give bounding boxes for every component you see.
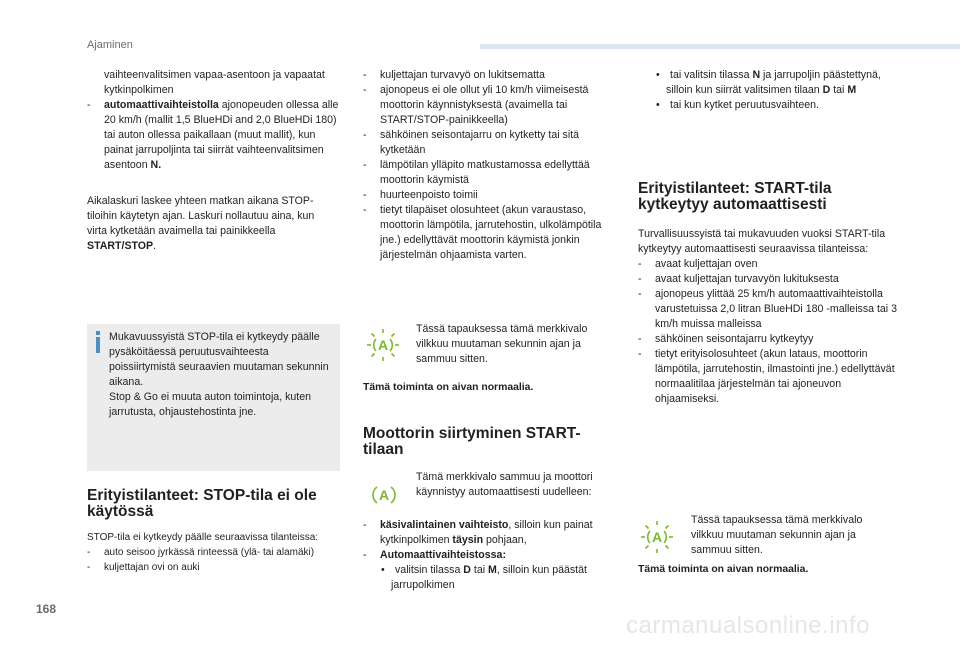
auto-stop-blink-icon bbox=[366, 328, 400, 362]
info-text-1: Mukavuussyistä STOP-tila ei kytkeydy päälle pysäköitäessä peruutusvaihteesta poissiirtymistä seuraavien muutaman sekunnin aikana. bbox=[109, 331, 329, 388]
column-1 bbox=[87, 68, 341, 173]
list-item: - tietyt tilapäiset olosuhteet (akun varaustaso, moottorin lämpötila, jarrutehostin, ulkolämpötila jne.) edellyttävät moottorin käymistä jonkin järjestelmän ohjaamista varten. bbox=[363, 204, 602, 261]
info-icon bbox=[94, 331, 102, 353]
list-item: - sähköinen seisontajarru on kytketty tai sitä kytketään bbox=[363, 129, 580, 156]
list-item-automatic: - automaattivaihteistolla ajonopeuden ollessa alle 20 km/h (mallit 1,5 BlueHDi and 2,0 BlueHDi 180) tai auton ollessa paikallaan (muut mallit), kun painat jarrupoljinta tai siirrät vaihteenvalitsimen asentoon N. bbox=[87, 99, 339, 171]
start-conditions bbox=[363, 518, 625, 593]
list-item: - auto seisoo jyrkässä rinteessä (ylä- tai alamäki) bbox=[87, 547, 315, 558]
list-item: - kuljettajan ovi on auki bbox=[87, 562, 200, 573]
svg-text:A: A bbox=[651, 529, 663, 545]
intro: Turvallisuussyistä tai mukavuuden vuoksi START-tila kytkeytyy automaattisesti seuraavissa tilanteissa: bbox=[638, 228, 886, 255]
list-item: - avaat kuljettajan turvavyön lukituksesta bbox=[638, 273, 839, 285]
info-text-2: Stop & Go ei muuta auton toimintoja, kuten jarrutusta, ohjaustehostinta jne. bbox=[109, 391, 311, 418]
list-item: - tietyt erityisolosuhteet (akun lataus, moottorin lämpötila, jarrutehostin, ilmastointi jne.) edellyttävät normaalitilaa järjestelmän tai ajoneuvon ohjaamiseksi. bbox=[638, 348, 895, 405]
svg-text:A: A bbox=[378, 487, 390, 503]
list-item: - kuljettajan turvavyö on lukitsematta bbox=[363, 69, 545, 81]
auto-start-blink-icon bbox=[640, 520, 674, 554]
column-3-top bbox=[638, 68, 898, 113]
info-box bbox=[87, 324, 340, 471]
list-item: - lämpötilan ylläpito matkustamossa edellyttää moottorin käymistä bbox=[363, 159, 590, 186]
svg-text:A: A bbox=[377, 337, 389, 353]
timer-paragraph: Aikalaskuri laskee yhteen matkan aikana STOP-tiloihin käytetyn ajan. Laskuri nollautuu aina, kun virta kytketään avaimella tai painikkeella START/STOP. bbox=[87, 195, 315, 252]
start-auto-list bbox=[638, 227, 900, 407]
list-item-manual: - käsivalintainen vaihteisto, silloin kun painat kytkinpolkimen täysin pohjaan, bbox=[363, 519, 593, 546]
auto-stop-icon bbox=[369, 480, 399, 510]
page-number: 168 bbox=[36, 602, 57, 616]
list-item: - huurteenpoisto toimii bbox=[363, 189, 478, 201]
blink-text: Tässä tapauksessa tämä merkkivalo vilkkuu muutaman sekunnin ajan ja sammuu sitten. bbox=[416, 323, 588, 365]
continued-text: vaihteenvalitsimen vapaa-asentoon ja vapaatat kytkinpolkimen bbox=[104, 69, 325, 96]
list-item: - ajonopeus ylittää 25 km/h automaattivaihteistolla varustetuissa 2,0 litran BlueHDi 180 -malleissa tai 3 km/h muissa malleissa bbox=[638, 288, 898, 330]
section-header: Ajaminen bbox=[87, 39, 133, 51]
heading-start-automatic: Erityistilanteet: START-tila kytkeytyy automaattisesti bbox=[638, 180, 832, 213]
list-item: - ajonopeus ei ole ollut yli 10 km/h viimeisestä moottorin käynnistyksestä (avaimella tai START/STOP-painikkeella) bbox=[363, 84, 589, 126]
sub-item: • tai kun kytket peruutusvaihteen. bbox=[656, 99, 819, 111]
sub-item: • valitsin tilassa D tai M, silloin kun päästät jarrupolkimen bbox=[381, 564, 587, 591]
column-2-list bbox=[363, 68, 621, 263]
stop-intro: STOP-tila ei kytkeydy päälle seuraavissa tilanteissa: bbox=[87, 532, 319, 543]
header-bar bbox=[480, 44, 960, 49]
normal-note-2: Tämä toiminta on aivan normaalia. bbox=[638, 564, 809, 575]
stop-list bbox=[87, 530, 343, 575]
blink-text-2: Tässä tapauksessa tämä merkkivalo vilkkuu muutaman sekunnin ajan ja sammuu sitten. bbox=[691, 514, 863, 556]
start-text: Tämä merkkivalo sammuu ja moottori käynnistyy automaattisesti uudelleen: bbox=[416, 471, 593, 498]
sub-item: • tai valitsin tilassa N ja jarrupoljin päästettynä, silloin kun siirrät valitsimen tilaan D tai M bbox=[656, 69, 881, 96]
normal-note: Tämä toiminta on aivan normaalia. bbox=[363, 382, 534, 393]
list-item: - avaat kuljettajan oven bbox=[638, 258, 758, 270]
heading-start-mode: Moottorin siirtyminen START-tilaan bbox=[363, 425, 581, 458]
footer-watermark: carmanualsonline.info bbox=[626, 612, 870, 639]
heading-stop-not-used: Erityistilanteet: STOP-tila ei ole käytössä bbox=[87, 487, 317, 520]
list-item-automatic: - Automaattivaihteistossa: bbox=[363, 549, 506, 561]
list-item: - sähköinen seisontajarru kytkeytyy bbox=[638, 333, 814, 345]
